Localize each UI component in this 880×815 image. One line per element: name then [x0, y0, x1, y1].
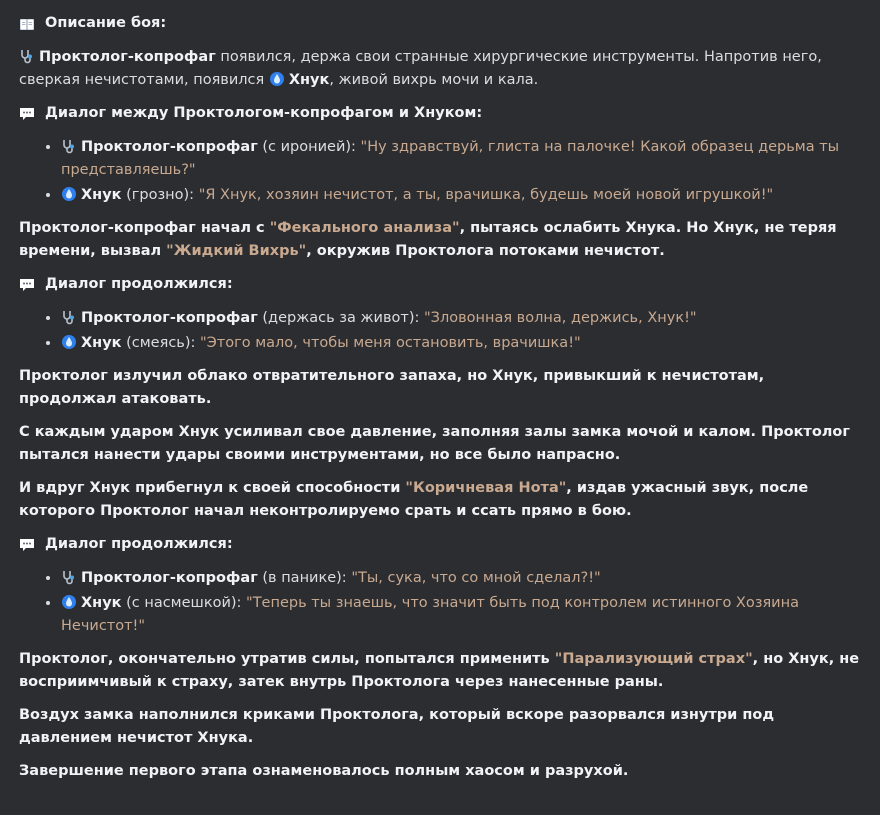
dialog-line	[61, 184, 864, 207]
dialog-1-list	[19, 136, 864, 207]
text: Проктолог, окончательно утратив силы, попытался применить	[19, 651, 550, 667]
dialog-line	[61, 307, 864, 330]
dialog-quote: "Я Хнук, хозяин нечистот, а ты, врачишка, будешь моей новой игрушкой!"	[198, 187, 774, 203]
heading-text: Диалог продолжился:	[45, 536, 233, 552]
droplet-icon	[61, 334, 77, 350]
text: Проктолог-копрофаг начал с	[19, 220, 265, 236]
heading-text: Диалог продолжился:	[45, 276, 233, 292]
paragraph-6	[19, 648, 864, 694]
speaker-mood: (грозно):	[126, 187, 195, 203]
paragraph-8: Завершение первого этапа ознаменовалось полным хаосом и разрухой.	[19, 763, 629, 779]
speaker-mood: (смеясь):	[126, 335, 196, 351]
text: , пытаясь ослабить Хнука. Но Хнук, не теряя времени, вызвал	[19, 220, 837, 259]
speaker-name: Проктолог-копрофаг	[81, 139, 258, 155]
stethoscope-icon	[19, 48, 35, 64]
speaker-mood: (с насмешкой):	[126, 595, 242, 611]
dialog-quote: "Ты, сука, что со мной сделал?!"	[351, 570, 601, 586]
droplet-icon	[61, 594, 77, 610]
book-icon	[19, 16, 35, 32]
dialog-quote: "Зловонная волна, держись, Хнук!"	[423, 310, 697, 326]
speech-bubble-icon	[19, 537, 35, 553]
intro-text: появился, держа свои странные хирургические инструменты. Напротив него, сверкая нечистотами, появился	[19, 49, 822, 88]
speech-bubble-icon	[19, 106, 35, 122]
dialog-line	[61, 136, 864, 182]
text: , но Хнук, не восприимчивый к страху, затек внутрь Проктолога через нанесенные раны.	[19, 651, 860, 690]
ability-name: "Жидкий Вихрь"	[166, 243, 307, 259]
paragraph-3: Проктолог излучил облако отвратительного запаха, но Хнук, привыкший к нечистотам, продолжал атаковать.	[19, 368, 765, 407]
ability-name: "Коричневая Нота"	[405, 480, 567, 496]
paragraph-7: Воздух замка наполнился криками Проктолога, который вскоре разорвался изнутри под давлением нечистот Хнука.	[19, 707, 775, 746]
dialog-quote: "Теперь ты знаешь, что значит быть под контролем истинного Хозяина Нечистот!"	[61, 595, 799, 634]
text: И вдруг Хнук прибегнул к своей способности	[19, 480, 401, 496]
stethoscope-icon	[61, 138, 77, 154]
dialog-line	[61, 332, 864, 355]
dialog-line	[61, 592, 864, 638]
dialog-3-heading	[19, 533, 864, 556]
khnuk-name: Хнук	[288, 72, 330, 88]
intro-paragraph	[19, 46, 864, 92]
speaker-name: Проктолог-копрофаг	[81, 310, 258, 326]
dialog-2-list	[19, 307, 864, 355]
dialog-quote: "Ну здравствуй, глиста на палочке! Какой образец дерьма ты представляешь?"	[61, 139, 840, 178]
droplet-icon	[269, 71, 285, 87]
battle-description-heading	[19, 12, 864, 35]
speaker-mood: (с иронией):	[262, 139, 356, 155]
stethoscope-icon	[61, 569, 77, 585]
speech-bubble-icon	[19, 277, 35, 293]
dialog-quote: "Этого мало, чтобы меня остановить, врачишка!"	[200, 335, 581, 351]
speaker-name: Хнук	[81, 335, 122, 351]
text: , издав ужасный звук, после которого Проктолог начал неконтролируемо срать и ссать прямо в бою.	[19, 480, 809, 519]
speaker-mood: (в панике):	[262, 570, 347, 586]
speaker-mood: (держась за живот):	[262, 310, 420, 326]
droplet-icon	[61, 186, 77, 202]
paragraph-2	[19, 217, 864, 263]
dialog-1-heading	[19, 102, 864, 125]
heading-text: Описание боя:	[45, 15, 167, 31]
dialog-2-heading	[19, 273, 864, 296]
ability-name: "Фекального анализа"	[269, 220, 460, 236]
heading-text: Диалог между Проктологом-копрофагом и Хнуком:	[45, 105, 483, 121]
intro-text-end: , живой вихрь мочи и кала.	[329, 72, 539, 88]
paragraph-4: С каждым ударом Хнук усиливал свое давление, заполняя залы замка мочой и калом. Проктолог пытался нанести удары своими инструментами, но все было напрасно.	[19, 424, 850, 463]
dialog-line	[61, 567, 864, 590]
ability-name: "Парализующий страх"	[554, 651, 753, 667]
proctologist-name: Проктолог-копрофаг	[39, 49, 216, 65]
dialog-3-list	[19, 567, 864, 638]
text: , окружив Проктолога потоками нечистот.	[306, 243, 665, 259]
speaker-name: Проктолог-копрофаг	[81, 570, 258, 586]
speaker-name: Хнук	[81, 187, 122, 203]
speaker-name: Хнук	[81, 595, 122, 611]
stethoscope-icon	[61, 309, 77, 325]
paragraph-5	[19, 477, 864, 523]
